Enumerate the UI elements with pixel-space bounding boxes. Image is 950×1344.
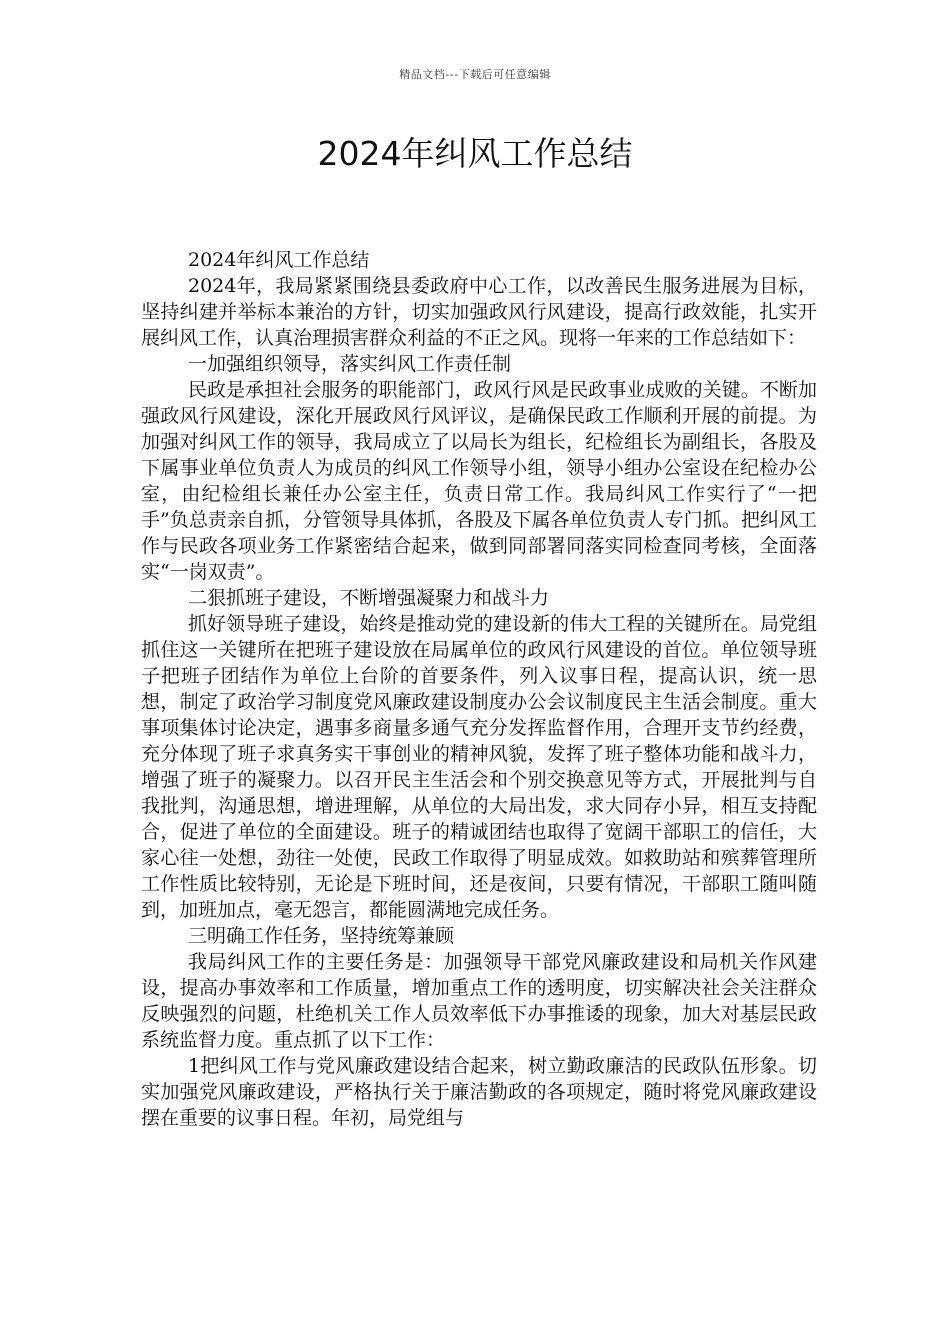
- intro-paragraph: 2024年，我局紧紧围绕县委政府中心工作，以改善民生服务进展为目标，坚持纠建并举标本兼治的方针，切实加强政风行风建设，提高行政效能，扎实开展纠风工作，认真治理损害群众利益的不正之风。现将一年来的工作总结如下：: [141, 275, 817, 349]
- page-header-watermark: 精品文档---下载后可任意编辑: [399, 68, 551, 81]
- section-paragraph-3: 我局纠风工作的主要任务是：加强领导干部党风廉政建设和局机关作风建设，提高办事效率和工作质量，增加重点工作的透明度，切实解决社会关注群众反映强烈的问题，杜绝机关工作人员效率低下办事推诿的现象，加大对基层民政系统监督力度。重点抓了以下工作：: [141, 951, 817, 1051]
- document-body: [141, 247, 817, 1131]
- section-heading-2: 二狠抓班子建设，不断增强凝聚力和战斗力: [188, 587, 550, 609]
- section-heading-1: 一加强组织领导，落实纠风工作责任制: [188, 353, 512, 375]
- section-paragraph-2: 抓好领导班子建设，始终是推动党的建设新的伟大工程的关键所在。局党组抓住这一关键所在把班子建设放在局属单位的政风行风建设的首位。单位领导班子把班子团结作为单位上台阶的首要条件，列入议事日程，提高认识，统一思想，制定了政治学习制度党风廉政建设制度办公会议制度民主生活会制度。重大事项集体讨论决定，遇事多商量多通气充分发挥监督作用，合理开支节约经费，充分体现了班子求真务实干事创业的精神风貌，发挥了班子整体功能和战斗力，增强了班子的凝聚力。以召开民主生活会和个别交换意见等方式，开展批判与自我批判，沟通思想，增进理解，从单位的大局出发，求大同存小异，相互支持配合，促进了单位的全面建设。班子的精诚团结也取得了宽阔干部职工的信任，大家心往一处想，劲往一处使，民政工作取得了明显成效。如救助站和殡葬管理所工作性质比较特别，无论是下班时间，还是夜间，只要有情况，干部职工随叫随到，加班加点，毫无怨言，都能圆满地完成任务。: [141, 613, 817, 921]
- section-paragraph-1: 民政是承担社会服务的职能部门，政风行风是民政事业成败的关键。不断加强政风行风建设，深化开展政风行风评议，是确保民政工作顺利开展的前提。为加强对纠风工作的领导，我局成立了以局长为组长，纪检组长为副组长，各股及下属事业单位负责人为成员的纠风工作领导小组，领导小组办公室设在纪检办公室，由纪检组长兼任办公室主任，负责日常工作。我局纠风工作实行了“一把手”负总责亲自抓，分管领导具体抓，各股及下属各单位负责人专门抓。把纠风工作与民政各项业务工作紧密结合起来，做到同部署同落实同检查同考核，全面落实“一岗双责”。: [141, 379, 817, 583]
- sub-item-paragraph-1: 1把纠风工作与党风廉政建设结合起来，树立勤政廉洁的民政队伍形象。切实加强党风廉政建设，严格执行关于廉洁勤政的各项规定，随时将党风廉政建设摆在重要的议事日程。年初，局党组与: [141, 1055, 817, 1129]
- document-title: 2024年纠风工作总结: [317, 134, 633, 173]
- section-heading-3: 三明确工作任务，坚持统筹兼顾: [188, 925, 455, 947]
- body-subtitle: 2024年纠风工作总结: [188, 249, 370, 271]
